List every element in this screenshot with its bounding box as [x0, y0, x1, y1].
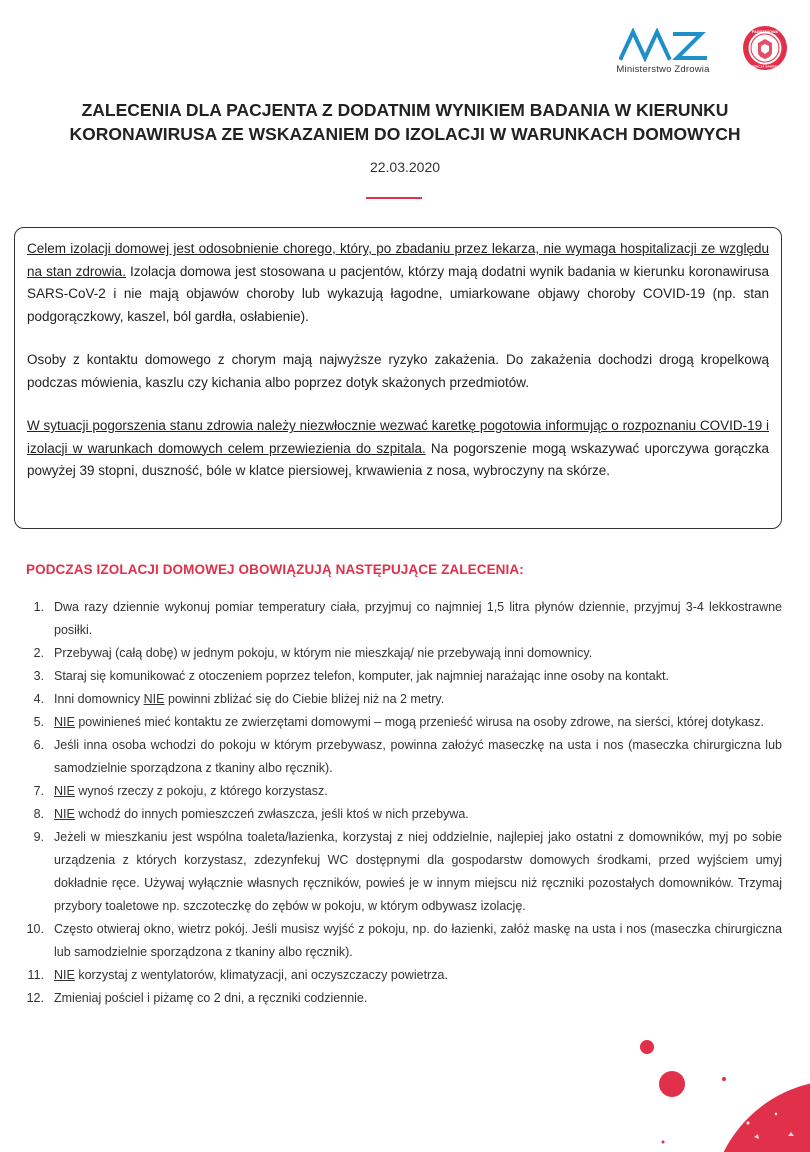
document-title	[20, 98, 790, 146]
recommendation-item	[22, 711, 782, 734]
recommendations-list	[22, 596, 782, 1010]
decor-dot-4	[775, 1113, 777, 1115]
recommendation-text	[54, 734, 782, 780]
recommendation-item	[22, 642, 782, 665]
recommendation-item	[22, 803, 782, 826]
info-paragraph-2: Osoby z kontaktu domowego z chorym mają najwyższe ryzyko zakażenia. Do zakażenia dochodzi drogą kropelkową podczas mówienia, kaszlu czy kichania albo poprzez dotyk skażonych przedmiotów.	[27, 352, 769, 390]
recommendation-item	[22, 918, 782, 964]
info-paragraph-1-rest: Izolacja domowa jest stosowana u pacjentów, którzy mają dodatni wynik badania w kierunku koronawirusa SARS-CoV-2 i nie mają objawów choroby lub wykazują łagodne, umiarkowane objawy choroby COVID-19 (np. stan podgorączkowy, kaszel, ból gardła, osłabienie).	[27, 263, 769, 324]
recommendation-text	[54, 964, 782, 987]
recommendation-body: Zmieniaj pościel i piżamę co 2 dni, a ręczniki codziennie.	[54, 991, 368, 1005]
ministry-name: Ministerstwo Zdrowia	[616, 64, 710, 75]
recommendation-number: 4.	[33, 692, 44, 706]
recommendation-emphasis: NIE	[54, 715, 75, 729]
recommendation-number: 10.	[26, 922, 44, 936]
document-date: 22.03.2020	[369, 159, 441, 175]
recommendation-text	[54, 987, 782, 1010]
recommendation-emphasis: NIE	[54, 784, 75, 798]
recommendation-number: 5.	[33, 715, 44, 729]
recommendation-number: 1.	[33, 600, 44, 614]
header-logos	[613, 24, 788, 84]
recommendation-number: 3.	[33, 669, 44, 683]
recommendation-body: wchodź do innych pomieszczeń zwłaszcza, jeśli ktoś w nich przebywa.	[74, 807, 469, 821]
recommendation-emphasis: NIE	[54, 968, 75, 982]
recommendation-text	[54, 826, 782, 918]
recommendation-text	[54, 711, 782, 734]
info-paragraph-3-underlined: W sytuacji pogorszenia stanu zdrowia należy niezwłocznie wezwać karetkę pogotowia informując o rozpoznaniu COVID-19 i izolacji w warunkach domowych celem przewiezienia do szpitala.	[27, 418, 769, 456]
recommendation-text	[54, 642, 782, 665]
recommendation-prefix: Inni domownicy	[54, 692, 144, 706]
recommendation-item	[22, 596, 782, 642]
decor-dot-1	[722, 1077, 726, 1081]
recommendation-body: Staraj się komunikować z otoczeniem poprzez telefon, komputer, jak najmniej narażając inne osoby na kontakt.	[54, 669, 669, 683]
decor-dot-2	[662, 1141, 665, 1144]
recommendation-body: powinni zbliżać się do Ciebie bliżej niż na 2 metry.	[164, 692, 445, 706]
recommendation-text	[54, 688, 782, 711]
recommendation-number: 8.	[33, 807, 44, 821]
recommendation-body: Często otwieraj okno, wietrz pokój. Jeśli musisz wyjść z pokoju, np. do łazienki, załóż maskę na usta i nos (maseczka chirurgiczna lub samodzielnie sporządzona z tkaniny albo ręcznik).	[54, 922, 782, 959]
recommendation-body: Przebywaj (całą dobę) w jednym pokoju, w którym nie mieszkają/ nie przebywają inni domownicy.	[54, 646, 593, 660]
recommendation-emphasis: NIE	[54, 807, 75, 821]
info-paragraph-1-underlined: Celem izolacji domowej jest odosobnienie chorego, który, po zbadaniu przez lekarza, nie wymaga hospitalizacji ze względu na stan zdrowia.	[27, 241, 769, 279]
title-line-1: ZALECENIA DLA PACJENTA Z DODATNIM WYNIKIEM BADANIA W KIERUNKU	[81, 100, 729, 120]
recommendation-text	[54, 665, 782, 688]
info-paragraph-3-rest: Na pogorszenie mogą wskazywać uporczywa gorączka powyżej 39 stopni, duszność, bóle w klatce piersiowej, krwawienia z nosa, wybroczyny na skórze.	[27, 440, 769, 478]
recommendation-item	[22, 964, 782, 987]
recommendation-body: korzystaj z wentylatorów, klimatyzacji, ani oczyszczaczy powietrza.	[74, 968, 448, 982]
recommendation-item	[22, 826, 782, 918]
recommendation-item	[22, 780, 782, 803]
info-paragraph-3	[27, 415, 769, 483]
recommendation-item	[22, 987, 782, 1010]
decor-big-circle	[710, 1080, 810, 1152]
recommendation-item	[22, 688, 782, 711]
decorative-corner-shapes	[630, 1032, 810, 1152]
recommendation-number: 9.	[33, 830, 44, 844]
recommendation-text	[54, 780, 782, 803]
seal-top-text: PAŃSTWOWA	[751, 28, 779, 34]
recommendation-number: 11.	[27, 968, 44, 982]
ministry-logo	[613, 24, 713, 80]
recommendation-item	[22, 734, 782, 780]
sanitary-inspection-seal	[742, 25, 788, 71]
recommendation-body: Jeśli inna osoba wchodzi do pokoju w którym przebywasz, powinna założyć maseczkę na usta i nos (maseczka chirurgiczna lub samodzielnie sporządzona z tkaniny albo ręcznik).	[54, 738, 782, 775]
recommendation-body: Dwa razy dziennie wykonuj pomiar temperatury ciała, przyjmuj co najmniej 1,5 litra płynów dziennie, przyjmuj 3-4 lekkostrawne posiłki.	[54, 600, 782, 637]
recommendation-body: wynoś rzeczy z pokoju, z którego korzystasz.	[74, 784, 328, 798]
recommendation-number: 12.	[26, 991, 44, 1005]
recommendation-text	[54, 596, 782, 642]
info-box	[14, 227, 782, 529]
recommendation-text	[54, 918, 782, 964]
recommendation-emphasis: NIE	[143, 692, 165, 706]
seal-bottom-text: INSPEKCJA SANITARNA	[746, 64, 784, 69]
info-paragraph-1	[27, 238, 769, 328]
decor-circle-medium	[659, 1071, 685, 1097]
decor-dot-3	[747, 1122, 750, 1125]
recommendation-text	[54, 803, 782, 826]
decor-circle-small	[640, 1040, 654, 1054]
recommendation-body: powinieneś mieć kontaktu ze zwierzętami domowymi – mogą przenieść wirusa na osoby zdrowe, na sierści, której dotykasz.	[74, 715, 765, 729]
title-line-2: KORONAWIRUSA ZE WSKAZANIEM DO IZOLACJI W WARUNKACH DOMOWYCH	[69, 124, 741, 144]
recommendation-number: 7.	[33, 784, 44, 798]
recommendation-number: 6.	[33, 738, 44, 752]
mz-logo-mark-icon	[619, 28, 709, 62]
recommendation-number: 2.	[33, 646, 44, 660]
recommendation-item	[22, 665, 782, 688]
recommendation-body: Jeżeli w mieszkaniu jest wspólna toaleta/łazienka, korzystaj z niej oddzielnie, najlepiej jako ostatni z domowników, myj po sobie urządzenia z których korzystasz, zdezynfekuj WC dostępnymi dla gospodarstw domowych środkami, przed wyjściem umyj dokładnie ręce. Używaj wyłącznie własnych ręczników, powieś je w innym miejscu niż ręczniki pozostałych domowników. Trzymaj przybory toaletowe np. szczoteczkę do zębów w pokoju, w którym odbywasz izolację.	[54, 830, 782, 913]
recommendations-heading: PODCZAS IZOLACJI DOMOWEJ OBOWIĄZUJĄ NASTĘPUJĄCE ZALECENIA:	[26, 562, 524, 577]
title-divider	[366, 197, 422, 199]
